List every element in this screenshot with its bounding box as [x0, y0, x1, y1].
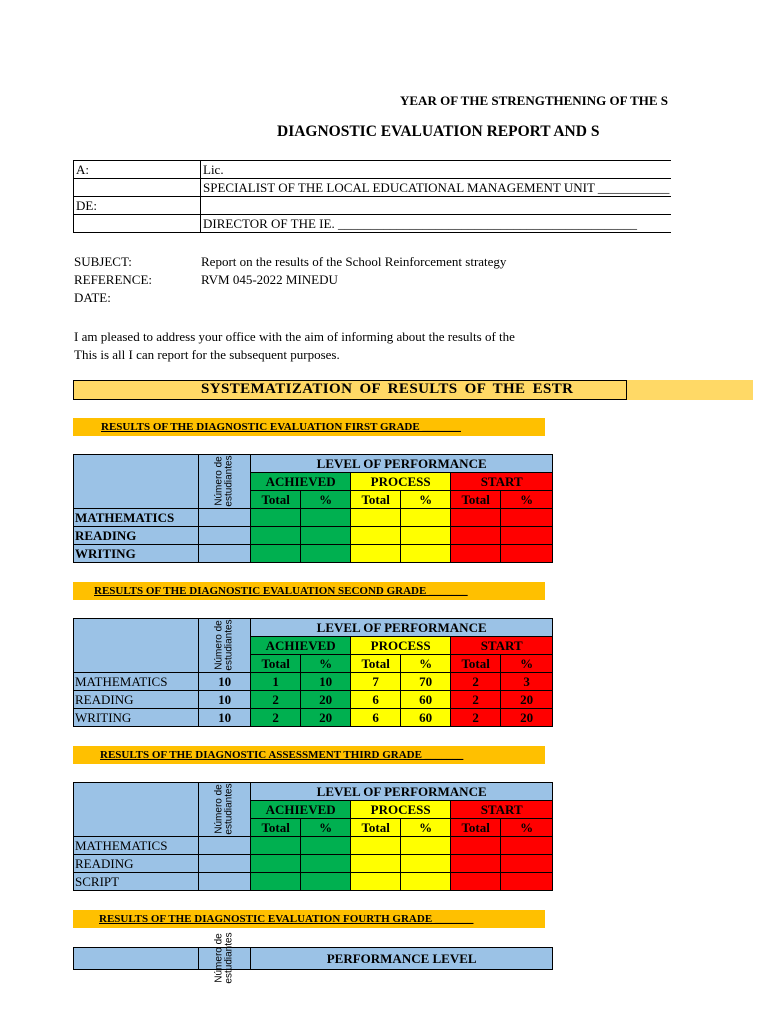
total-header: Total — [451, 819, 501, 837]
students-label-line: Número de — [213, 620, 225, 670]
start-percent-cell — [501, 527, 553, 545]
percent-header: % — [301, 655, 351, 673]
empty-cell — [201, 197, 672, 215]
process-percent-cell — [401, 545, 451, 563]
students-cell: 10 — [199, 691, 251, 709]
total-header: Total — [251, 491, 301, 509]
achieved-percent-cell — [301, 527, 351, 545]
achieved-total-cell: 2 — [251, 709, 301, 727]
achieved-header: ACHIEVED — [251, 637, 351, 655]
subject-cell: SCRIPT — [74, 873, 199, 891]
students-count-label — [215, 932, 235, 983]
total-header: Total — [351, 491, 401, 509]
percent-header: % — [501, 655, 553, 673]
address-table — [73, 160, 671, 233]
table-row — [74, 509, 553, 527]
process-percent-cell — [401, 509, 451, 527]
subject-cell: MATHEMATICS — [74, 837, 199, 855]
total-header: Total — [251, 655, 301, 673]
students-label-line: Número de — [213, 933, 225, 983]
percent-header: % — [501, 491, 553, 509]
students-cell — [199, 873, 251, 891]
subject-cell: READING — [74, 691, 199, 709]
process-total-cell — [351, 873, 401, 891]
start-percent-cell — [501, 509, 553, 527]
addressee-value: Lic. — [201, 161, 672, 179]
start-total-cell: 2 — [451, 673, 501, 691]
percent-header: % — [401, 819, 451, 837]
achieved-total-cell — [251, 545, 301, 563]
process-total-cell — [351, 527, 401, 545]
start-total-cell — [451, 837, 501, 855]
start-total-cell — [451, 545, 501, 563]
process-header: PROCESS — [351, 637, 451, 655]
start-percent-cell — [501, 873, 553, 891]
process-total-cell: 6 — [351, 691, 401, 709]
process-percent-cell — [401, 527, 451, 545]
process-total-cell — [351, 509, 401, 527]
start-header: START — [451, 473, 553, 491]
start-percent-cell: 3 — [501, 673, 553, 691]
reference-value: RVM 045-2022 MINEDU — [201, 272, 338, 287]
start-total-cell — [451, 873, 501, 891]
process-percent-cell: 60 — [401, 709, 451, 727]
students-cell — [199, 509, 251, 527]
process-percent-cell — [401, 873, 451, 891]
achieved-total-cell: 1 — [251, 673, 301, 691]
table-row — [74, 873, 553, 891]
performance-level-header: PERFORMANCE LEVEL — [251, 948, 553, 970]
students-cell: 10 — [199, 709, 251, 727]
empty-cell — [74, 215, 201, 233]
students-cell — [199, 837, 251, 855]
start-total-cell — [451, 509, 501, 527]
reference-label: REFERENCE: — [74, 272, 153, 287]
process-total-cell — [351, 545, 401, 563]
students-label-line: estudiantes — [223, 783, 235, 835]
students-label-line: estudiantes — [223, 932, 235, 984]
subject-header-cell — [74, 783, 199, 837]
students-count-label — [215, 455, 235, 506]
percent-header: % — [301, 819, 351, 837]
total-header: Total — [451, 655, 501, 673]
subject-cell: WRITING — [74, 709, 199, 727]
achieved-percent-cell: 20 — [301, 709, 351, 727]
percent-header: % — [301, 491, 351, 509]
table-row — [74, 855, 553, 873]
table-row — [74, 709, 553, 727]
section-heading: RESULTS OF THE DIAGNOSTIC EVALUATION SECOND GRADE _______ — [73, 582, 545, 600]
process-percent-cell: 60 — [401, 691, 451, 709]
start-percent-cell: 20 — [501, 709, 553, 727]
subject-cell: MATHEMATICS — [74, 673, 199, 691]
achieved-percent-cell — [301, 855, 351, 873]
specialist-line: SPECIALIST OF THE LOCAL EDUCATIONAL MANAGEMENT UNIT ___________ — [201, 179, 672, 197]
section-heading: RESULTS OF THE DIAGNOSTIC ASSESSMENT THIRD GRADE _______ — [73, 746, 545, 764]
start-header: START — [451, 801, 553, 819]
achieved-percent-cell — [301, 837, 351, 855]
subject-cell: MATHEMATICS — [74, 509, 199, 527]
table-row — [74, 673, 553, 691]
subject-cell: WRITING — [74, 545, 199, 563]
memo-meta — [74, 253, 506, 307]
start-total-cell — [451, 855, 501, 873]
percent-header: % — [501, 819, 553, 837]
body-line-1: I am pleased to address your office with the aim of informing about the results of the — [74, 329, 515, 344]
empty-cell — [74, 179, 201, 197]
start-percent-cell — [501, 837, 553, 855]
achieved-total-cell — [251, 837, 301, 855]
achieved-percent-cell — [301, 873, 351, 891]
process-percent-cell — [401, 855, 451, 873]
process-percent-cell: 70 — [401, 673, 451, 691]
systematization-title: SYSTEMATIZATION OF RESULTS OF THE ESTR — [201, 381, 574, 397]
achieved-total-cell — [251, 527, 301, 545]
results-table — [73, 618, 553, 727]
total-header: Total — [351, 819, 401, 837]
achieved-percent-cell — [301, 509, 351, 527]
performance-level-header: LEVEL OF PERFORMANCE — [251, 619, 553, 637]
total-header: Total — [351, 655, 401, 673]
students-cell — [199, 855, 251, 873]
students-count-label — [215, 783, 235, 834]
students-cell: 10 — [199, 673, 251, 691]
sender-label: DE: — [74, 197, 201, 215]
achieved-total-cell — [251, 855, 301, 873]
achieved-percent-cell — [301, 545, 351, 563]
process-percent-cell — [401, 837, 451, 855]
achieved-percent-cell: 10 — [301, 673, 351, 691]
total-header: Total — [251, 819, 301, 837]
students-count-label — [215, 619, 235, 670]
students-cell — [199, 545, 251, 563]
performance-level-header: LEVEL OF PERFORMANCE — [251, 783, 553, 801]
process-total-cell — [351, 837, 401, 855]
students-header-cell — [199, 783, 251, 837]
students-label-line: Número de — [213, 456, 225, 506]
achieved-total-cell: 2 — [251, 691, 301, 709]
process-total-cell: 6 — [351, 709, 401, 727]
start-percent-cell — [501, 545, 553, 563]
start-percent-cell: 20 — [501, 691, 553, 709]
process-total-cell: 7 — [351, 673, 401, 691]
subject-cell: READING — [74, 855, 199, 873]
memo-body — [74, 328, 515, 364]
percent-header: % — [401, 655, 451, 673]
performance-level-header: LEVEL OF PERFORMANCE — [251, 455, 553, 473]
table-row — [74, 545, 553, 563]
process-header: PROCESS — [351, 473, 451, 491]
section-heading: RESULTS OF THE DIAGNOSTIC EVALUATION FIRST GRADE _______ — [73, 418, 545, 436]
achieved-total-cell — [251, 873, 301, 891]
results-table — [73, 932, 553, 984]
start-total-cell: 2 — [451, 691, 501, 709]
achieved-percent-cell: 20 — [301, 691, 351, 709]
report-title: DIAGNOSTIC EVALUATION REPORT AND S — [277, 123, 600, 140]
start-percent-cell — [501, 855, 553, 873]
total-header: Total — [451, 491, 501, 509]
director-line: DIRECTOR OF THE IE. ______________________________________________ — [201, 215, 672, 233]
subject-header-cell — [74, 948, 199, 970]
students-label-line: Número de — [213, 784, 225, 834]
percent-header: % — [401, 491, 451, 509]
students-header-cell — [199, 932, 251, 984]
students-header-cell — [199, 619, 251, 673]
achieved-header: ACHIEVED — [251, 801, 351, 819]
students-label-line: estudiantes — [223, 619, 235, 671]
table-row — [74, 527, 553, 545]
achieved-total-cell — [251, 509, 301, 527]
table-row — [74, 691, 553, 709]
start-header: START — [451, 637, 553, 655]
subject-value: Report on the results of the School Reinforcement strategy — [201, 254, 507, 269]
process-total-cell — [351, 855, 401, 873]
subject-header-cell — [74, 455, 199, 509]
achieved-header: ACHIEVED — [251, 473, 351, 491]
subject-header-cell — [74, 619, 199, 673]
section-heading: RESULTS OF THE DIAGNOSTIC EVALUATION FOURTH GRADE _______ — [73, 910, 545, 928]
subject-cell: READING — [74, 527, 199, 545]
start-total-cell — [451, 527, 501, 545]
addressee-label: A: — [74, 161, 201, 179]
table-row — [74, 837, 553, 855]
results-table — [73, 782, 553, 891]
students-label-line: estudiantes — [223, 455, 235, 507]
subject-label: SUBJECT: — [74, 254, 132, 269]
body-line-2: This is all I can report for the subsequent purposes. — [74, 347, 340, 362]
process-header: PROCESS — [351, 801, 451, 819]
students-cell — [199, 527, 251, 545]
start-total-cell: 2 — [451, 709, 501, 727]
date-label: DATE: — [74, 290, 111, 305]
results-table — [73, 454, 553, 563]
students-header-cell — [199, 455, 251, 509]
year-heading: YEAR OF THE STRENGTHENING OF THE S — [400, 93, 669, 108]
